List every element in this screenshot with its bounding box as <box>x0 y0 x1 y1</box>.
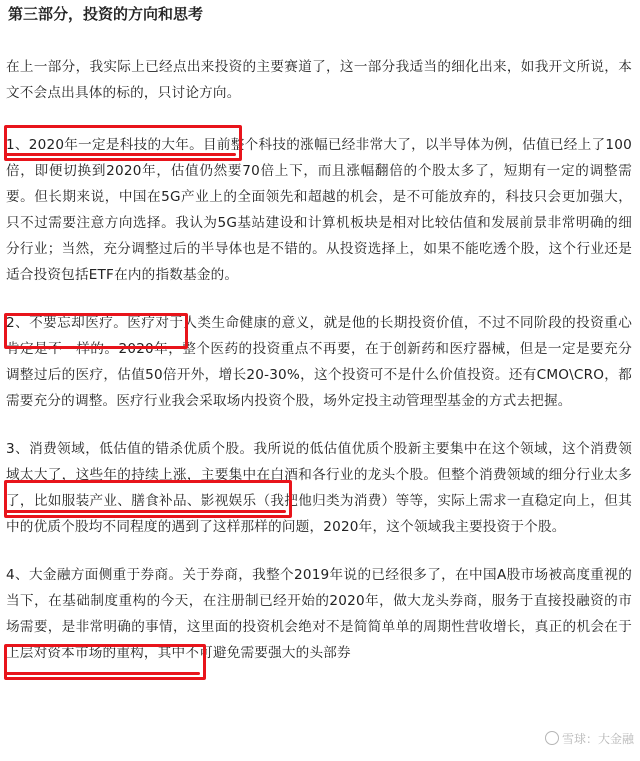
watermark-text: 雪球：大金融 <box>561 732 634 746</box>
highlighted-title-3: 3、消费领域，低估值的错杀优质个股。 <box>6 441 254 457</box>
watermark-logo-icon <box>545 731 559 745</box>
section-body-2: 医疗对于人类生命健康的意义，就是他的长期投资价值，不过不同阶段的投资重心肯定是不一样的。2020年，整个医药的投资重点不再要，在于创新药和医疗器械，但是一定是要充分调整过后的医疗，估值50倍开外，增长20-30%，这个投资可不是什么价值投资。还有CMO\CRO，都需要充分的调整。医疗行业我会采取场内投资个股，场外定投主动管理型基金的方式去把握。 <box>6 315 632 409</box>
section-paragraph-3 <box>6 436 632 540</box>
section-body-1: 目前整个科技的涨幅已经非常大了，以半导体为例，估值已经上了100倍，即便切换到2020年，估值仍然要70倍上下，而且涨幅翻倍的个股太多了，短期有一定的调整需要。但长期来说，中国在5G产业上的全面领先和超越的机会，是不可能放弃的，科技只会更加强大，只不过需要注意方向选择。我认为5G基站建设和计算机板块是相对比较估值和发展前景非常明确的细分行业；当然，充分调整过后的半导体也是不错的。从投资选择上，如果不能吃透个股，这个行业还是适合投资包括ETF在内的指数基金的。 <box>6 137 632 283</box>
section-paragraph-1 <box>6 132 632 288</box>
highlighted-title-2: 2、不要忘却医疗。 <box>6 315 128 331</box>
intro-paragraph: 在上一部分，我实际上已经点出来投资的主要赛道了，这一部分我适当的细化出来，如我开文所说，本文不会点出具体的标的，只讨论方向。 <box>6 59 632 101</box>
section-paragraph-2 <box>6 310 632 414</box>
section-body-4: 关于券商，我整个2019年说的已经很多了，在中国A股市场被高度重视的当下，在基础制度重构的今天，在注册制已经开始的2020年，做大龙头券商，服务于直接投融资的市场需要，是非常明确的事情，这里面的投资机会绝对不是简简单单的周期性营收增长，真正的机会在于上层对资本市场的重构，其中不可避免需要强大的头部券 <box>6 567 632 661</box>
highlighted-title-1: 1、2020年一定是科技的大年。 <box>6 137 204 153</box>
article <box>6 0 632 688</box>
highlighted-title-4: 4、大金融方面侧重于券商。 <box>6 567 183 583</box>
section-paragraph-4 <box>6 562 632 666</box>
section-body-3: 我所说的低估值优质个股新主要集中在这个领域，这个消费领域太大了，这些年的持续上涨，主要集中在白酒和各行业的龙头个股。但整个消费领域的细分行业太多了，比如服装产业、膳食补品、影视娱乐（我把他归类为消费）等等，实际上需求一直稳定向上，但其中的优质个股均不同程度的遇到了这样那样的问题，2020年，这个领域我主要投资于个股。 <box>6 441 632 535</box>
watermark <box>545 730 634 747</box>
section-heading: 第三部分，投资的方向和思考 <box>8 5 204 23</box>
